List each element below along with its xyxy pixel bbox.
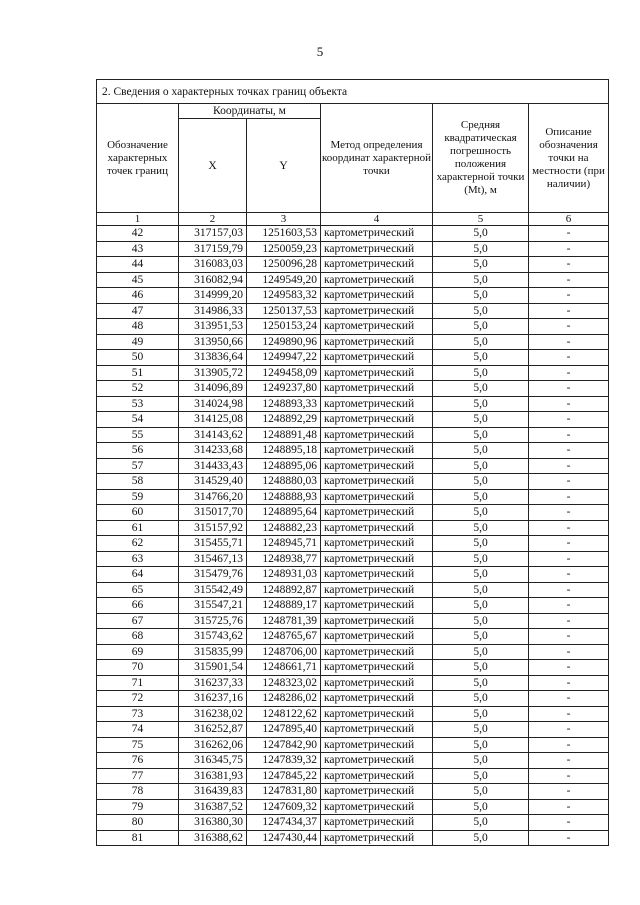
method-cell: картометрический — [321, 396, 433, 412]
description-cell: - — [529, 582, 609, 598]
x-cell: 314766,20 — [179, 489, 247, 505]
description-cell: - — [529, 722, 609, 738]
table-row — [97, 722, 609, 738]
error-cell: 5,0 — [433, 381, 529, 397]
point-cell: 52 — [97, 381, 179, 397]
point-cell: 53 — [97, 396, 179, 412]
method-cell: картометрический — [321, 722, 433, 738]
error-cell: 5,0 — [433, 443, 529, 459]
point-cell: 70 — [97, 660, 179, 676]
method-cell: картометрический — [321, 737, 433, 753]
description-cell: - — [529, 257, 609, 273]
point-cell: 59 — [97, 489, 179, 505]
table-row — [97, 443, 609, 459]
table-row — [97, 613, 609, 629]
method-cell: картометрический — [321, 381, 433, 397]
x-cell: 315467,13 — [179, 551, 247, 567]
table-row — [97, 505, 609, 521]
description-cell: - — [529, 737, 609, 753]
x-cell: 316238,02 — [179, 706, 247, 722]
x-cell: 314529,40 — [179, 474, 247, 490]
x-cell: 316388,62 — [179, 830, 247, 846]
description-cell: - — [529, 815, 609, 831]
y-cell: 1248661,71 — [247, 660, 321, 676]
method-cell: картометрический — [321, 582, 433, 598]
point-cell: 57 — [97, 458, 179, 474]
table-row — [97, 675, 609, 691]
x-cell: 313951,53 — [179, 319, 247, 335]
table-row — [97, 737, 609, 753]
x-cell: 314999,20 — [179, 288, 247, 304]
description-cell: - — [529, 505, 609, 521]
header-description: Описание обозначения точки на местности (при наличии) — [529, 104, 609, 213]
method-cell: картометрический — [321, 598, 433, 614]
error-cell: 5,0 — [433, 505, 529, 521]
error-cell: 5,0 — [433, 551, 529, 567]
error-cell: 5,0 — [433, 799, 529, 815]
method-cell: картометрический — [321, 241, 433, 257]
x-cell: 314125,08 — [179, 412, 247, 428]
y-cell: 1247845,22 — [247, 768, 321, 784]
x-cell: 314986,33 — [179, 303, 247, 319]
y-cell: 1250153,24 — [247, 319, 321, 335]
y-cell: 1249947,22 — [247, 350, 321, 366]
table-row — [97, 334, 609, 350]
description-cell: - — [529, 520, 609, 536]
description-cell: - — [529, 660, 609, 676]
table-row — [97, 753, 609, 769]
error-cell: 5,0 — [433, 226, 529, 242]
y-cell: 1248781,39 — [247, 613, 321, 629]
error-cell: 5,0 — [433, 272, 529, 288]
table-row — [97, 319, 609, 335]
x-cell: 314024,98 — [179, 396, 247, 412]
column-number: 6 — [529, 213, 609, 226]
header-method: Метод определения координат характерной точки — [321, 104, 433, 213]
point-cell: 68 — [97, 629, 179, 645]
y-cell: 1248765,67 — [247, 629, 321, 645]
table-row — [97, 644, 609, 660]
x-cell: 314233,68 — [179, 443, 247, 459]
method-cell: картометрический — [321, 412, 433, 428]
y-cell: 1248706,00 — [247, 644, 321, 660]
error-cell: 5,0 — [433, 257, 529, 273]
description-cell: - — [529, 691, 609, 707]
error-cell: 5,0 — [433, 613, 529, 629]
description-cell: - — [529, 288, 609, 304]
method-cell: картометрический — [321, 319, 433, 335]
y-cell: 1248880,03 — [247, 474, 321, 490]
section-title: 2. Сведения о характерных точках границ объекта — [97, 80, 609, 104]
error-cell: 5,0 — [433, 768, 529, 784]
table-row — [97, 598, 609, 614]
method-cell: картометрический — [321, 613, 433, 629]
header-point: Обозначение характерных точек границ — [97, 104, 179, 213]
x-cell: 315835,99 — [179, 644, 247, 660]
method-cell: картометрический — [321, 660, 433, 676]
description-cell: - — [529, 458, 609, 474]
x-cell: 313950,66 — [179, 334, 247, 350]
method-cell: картометрический — [321, 303, 433, 319]
error-cell: 5,0 — [433, 629, 529, 645]
description-cell: - — [529, 443, 609, 459]
error-cell: 5,0 — [433, 737, 529, 753]
table-row — [97, 706, 609, 722]
y-cell: 1248286,02 — [247, 691, 321, 707]
point-cell: 50 — [97, 350, 179, 366]
description-cell: - — [529, 675, 609, 691]
y-cell: 1248895,06 — [247, 458, 321, 474]
x-cell: 315157,92 — [179, 520, 247, 536]
table-row — [97, 365, 609, 381]
point-cell: 75 — [97, 737, 179, 753]
method-cell: картометрический — [321, 427, 433, 443]
description-cell: - — [529, 629, 609, 645]
x-cell: 316083,03 — [179, 257, 247, 273]
y-cell: 1249549,20 — [247, 272, 321, 288]
point-cell: 69 — [97, 644, 179, 660]
x-cell: 315743,62 — [179, 629, 247, 645]
table-row — [97, 474, 609, 490]
error-cell: 5,0 — [433, 458, 529, 474]
description-cell: - — [529, 303, 609, 319]
x-cell: 315017,70 — [179, 505, 247, 521]
table-row — [97, 799, 609, 815]
method-cell: картометрический — [321, 226, 433, 242]
point-cell: 43 — [97, 241, 179, 257]
table-row — [97, 567, 609, 583]
point-cell: 64 — [97, 567, 179, 583]
point-cell: 67 — [97, 613, 179, 629]
method-cell: картометрический — [321, 365, 433, 381]
error-cell: 5,0 — [433, 489, 529, 505]
point-cell: 51 — [97, 365, 179, 381]
method-cell: картометрический — [321, 272, 433, 288]
x-cell: 316345,75 — [179, 753, 247, 769]
y-cell: 1250096,28 — [247, 257, 321, 273]
description-cell: - — [529, 613, 609, 629]
error-cell: 5,0 — [433, 567, 529, 583]
table-row — [97, 551, 609, 567]
error-cell: 5,0 — [433, 598, 529, 614]
point-cell: 44 — [97, 257, 179, 273]
y-cell: 1250059,23 — [247, 241, 321, 257]
error-cell: 5,0 — [433, 474, 529, 490]
description-cell: - — [529, 830, 609, 846]
method-cell: картометрический — [321, 691, 433, 707]
description-cell: - — [529, 365, 609, 381]
point-cell: 56 — [97, 443, 179, 459]
table-row — [97, 257, 609, 273]
table-body — [97, 226, 609, 846]
x-cell: 315455,71 — [179, 536, 247, 552]
description-cell: - — [529, 753, 609, 769]
y-cell: 1248931,03 — [247, 567, 321, 583]
y-cell: 1247434,37 — [247, 815, 321, 831]
description-cell: - — [529, 489, 609, 505]
x-cell: 316439,83 — [179, 784, 247, 800]
description-cell: - — [529, 567, 609, 583]
point-cell: 47 — [97, 303, 179, 319]
description-cell: - — [529, 536, 609, 552]
description-cell: - — [529, 706, 609, 722]
description-cell: - — [529, 427, 609, 443]
description-cell: - — [529, 551, 609, 567]
method-cell: картометрический — [321, 784, 433, 800]
table-row — [97, 629, 609, 645]
x-cell: 317159,79 — [179, 241, 247, 257]
error-cell: 5,0 — [433, 830, 529, 846]
error-cell: 5,0 — [433, 722, 529, 738]
description-cell: - — [529, 644, 609, 660]
table-row — [97, 536, 609, 552]
x-cell: 316387,52 — [179, 799, 247, 815]
y-cell: 1248889,17 — [247, 598, 321, 614]
table-row — [97, 489, 609, 505]
x-cell: 314433,43 — [179, 458, 247, 474]
error-cell: 5,0 — [433, 644, 529, 660]
x-cell: 317157,03 — [179, 226, 247, 242]
y-cell: 1249890,96 — [247, 334, 321, 350]
y-cell: 1248938,77 — [247, 551, 321, 567]
error-cell: 5,0 — [433, 753, 529, 769]
point-cell: 66 — [97, 598, 179, 614]
method-cell: картометрический — [321, 334, 433, 350]
point-cell: 48 — [97, 319, 179, 335]
point-cell: 79 — [97, 799, 179, 815]
x-cell: 316237,33 — [179, 675, 247, 691]
description-cell: - — [529, 598, 609, 614]
y-cell: 1251603,53 — [247, 226, 321, 242]
description-cell: - — [529, 350, 609, 366]
description-cell: - — [529, 334, 609, 350]
point-cell: 71 — [97, 675, 179, 691]
x-cell: 316380,30 — [179, 815, 247, 831]
table-row — [97, 241, 609, 257]
point-cell: 49 — [97, 334, 179, 350]
error-cell: 5,0 — [433, 427, 529, 443]
page-number: 5 — [316, 44, 324, 59]
method-cell: картометрический — [321, 644, 433, 660]
point-cell: 62 — [97, 536, 179, 552]
method-cell: картометрический — [321, 675, 433, 691]
error-cell: 5,0 — [433, 582, 529, 598]
column-number: 4 — [321, 213, 433, 226]
x-cell: 315901,54 — [179, 660, 247, 676]
method-cell: картометрический — [321, 257, 433, 273]
y-cell: 1248323,02 — [247, 675, 321, 691]
boundary-points-table — [96, 79, 609, 846]
point-cell: 72 — [97, 691, 179, 707]
y-cell: 1249237,80 — [247, 381, 321, 397]
table-row — [97, 303, 609, 319]
method-cell: картометрический — [321, 474, 433, 490]
point-cell: 78 — [97, 784, 179, 800]
table-row — [97, 427, 609, 443]
method-cell: картометрический — [321, 768, 433, 784]
x-cell: 316381,93 — [179, 768, 247, 784]
x-cell: 316082,94 — [179, 272, 247, 288]
description-cell: - — [529, 396, 609, 412]
description-cell: - — [529, 241, 609, 257]
point-cell: 65 — [97, 582, 179, 598]
header-coordinates: Координаты, м — [179, 104, 321, 119]
table-row — [97, 458, 609, 474]
y-cell: 1248895,64 — [247, 505, 321, 521]
y-cell: 1249583,32 — [247, 288, 321, 304]
column-number: 3 — [247, 213, 321, 226]
description-cell: - — [529, 768, 609, 784]
column-number: 1 — [97, 213, 179, 226]
x-cell: 314143,62 — [179, 427, 247, 443]
x-cell: 313836,64 — [179, 350, 247, 366]
x-cell: 316237,16 — [179, 691, 247, 707]
table-row — [97, 691, 609, 707]
y-cell: 1247842,90 — [247, 737, 321, 753]
description-cell: - — [529, 226, 609, 242]
description-cell: - — [529, 381, 609, 397]
x-cell: 313905,72 — [179, 365, 247, 381]
y-cell: 1247839,32 — [247, 753, 321, 769]
y-cell: 1248945,71 — [247, 536, 321, 552]
error-cell: 5,0 — [433, 365, 529, 381]
y-cell: 1248895,18 — [247, 443, 321, 459]
error-cell: 5,0 — [433, 350, 529, 366]
y-cell: 1247895,40 — [247, 722, 321, 738]
x-cell: 316262,06 — [179, 737, 247, 753]
method-cell: картометрический — [321, 489, 433, 505]
y-cell: 1247430,44 — [247, 830, 321, 846]
error-cell: 5,0 — [433, 396, 529, 412]
error-cell: 5,0 — [433, 691, 529, 707]
table-row — [97, 272, 609, 288]
point-cell: 74 — [97, 722, 179, 738]
y-cell: 1247609,32 — [247, 799, 321, 815]
error-cell: 5,0 — [433, 319, 529, 335]
x-cell: 315542,49 — [179, 582, 247, 598]
description-cell: - — [529, 412, 609, 428]
error-cell: 5,0 — [433, 815, 529, 831]
error-cell: 5,0 — [433, 675, 529, 691]
y-cell: 1248893,33 — [247, 396, 321, 412]
y-cell: 1248892,87 — [247, 582, 321, 598]
header-error: Средняя квадратическая погрешность положения характерной точки (Mt), м — [433, 104, 529, 213]
method-cell: картометрический — [321, 551, 433, 567]
error-cell: 5,0 — [433, 706, 529, 722]
point-cell: 60 — [97, 505, 179, 521]
table-row — [97, 288, 609, 304]
y-cell: 1248122,62 — [247, 706, 321, 722]
y-cell: 1249458,09 — [247, 365, 321, 381]
description-cell: - — [529, 784, 609, 800]
point-cell: 46 — [97, 288, 179, 304]
method-cell: картометрический — [321, 520, 433, 536]
method-cell: картометрический — [321, 443, 433, 459]
point-cell: 61 — [97, 520, 179, 536]
table-row — [97, 412, 609, 428]
method-cell: картометрический — [321, 753, 433, 769]
method-cell: картометрический — [321, 458, 433, 474]
y-cell: 1248891,48 — [247, 427, 321, 443]
y-cell: 1248892,29 — [247, 412, 321, 428]
table-row — [97, 396, 609, 412]
column-numbers-row — [97, 213, 609, 226]
point-cell: 77 — [97, 768, 179, 784]
y-cell: 1250137,53 — [247, 303, 321, 319]
x-cell: 315725,76 — [179, 613, 247, 629]
point-cell: 55 — [97, 427, 179, 443]
y-cell: 1248888,93 — [247, 489, 321, 505]
method-cell: картометрический — [321, 830, 433, 846]
x-cell: 314096,89 — [179, 381, 247, 397]
x-cell: 315479,76 — [179, 567, 247, 583]
header-y: Y — [247, 119, 321, 213]
method-cell: картометрический — [321, 536, 433, 552]
point-cell: 63 — [97, 551, 179, 567]
table-row — [97, 582, 609, 598]
point-cell: 45 — [97, 272, 179, 288]
column-number: 2 — [179, 213, 247, 226]
table-row — [97, 768, 609, 784]
method-cell: картометрический — [321, 815, 433, 831]
description-cell: - — [529, 799, 609, 815]
x-cell: 315547,21 — [179, 598, 247, 614]
header-x: X — [179, 119, 247, 213]
point-cell: 58 — [97, 474, 179, 490]
y-cell: 1248882,23 — [247, 520, 321, 536]
description-cell: - — [529, 474, 609, 490]
point-cell: 81 — [97, 830, 179, 846]
table-row — [97, 784, 609, 800]
method-cell: картометрический — [321, 706, 433, 722]
point-cell: 73 — [97, 706, 179, 722]
table-row — [97, 660, 609, 676]
point-cell: 80 — [97, 815, 179, 831]
error-cell: 5,0 — [433, 520, 529, 536]
method-cell: картометрический — [321, 288, 433, 304]
method-cell: картометрический — [321, 567, 433, 583]
error-cell: 5,0 — [433, 334, 529, 350]
column-number: 5 — [433, 213, 529, 226]
point-cell: 54 — [97, 412, 179, 428]
error-cell: 5,0 — [433, 303, 529, 319]
table-row — [97, 350, 609, 366]
method-cell: картометрический — [321, 629, 433, 645]
table-row — [97, 830, 609, 846]
error-cell: 5,0 — [433, 536, 529, 552]
description-cell: - — [529, 272, 609, 288]
method-cell: картометрический — [321, 799, 433, 815]
description-cell: - — [529, 319, 609, 335]
point-cell: 76 — [97, 753, 179, 769]
method-cell: картометрический — [321, 505, 433, 521]
error-cell: 5,0 — [433, 241, 529, 257]
method-cell: картометрический — [321, 350, 433, 366]
error-cell: 5,0 — [433, 412, 529, 428]
error-cell: 5,0 — [433, 660, 529, 676]
y-cell: 1247831,80 — [247, 784, 321, 800]
point-cell: 42 — [97, 226, 179, 242]
table-row — [97, 815, 609, 831]
error-cell: 5,0 — [433, 288, 529, 304]
x-cell: 316252,87 — [179, 722, 247, 738]
table-row — [97, 520, 609, 536]
table-row — [97, 381, 609, 397]
error-cell: 5,0 — [433, 784, 529, 800]
table-row — [97, 226, 609, 242]
